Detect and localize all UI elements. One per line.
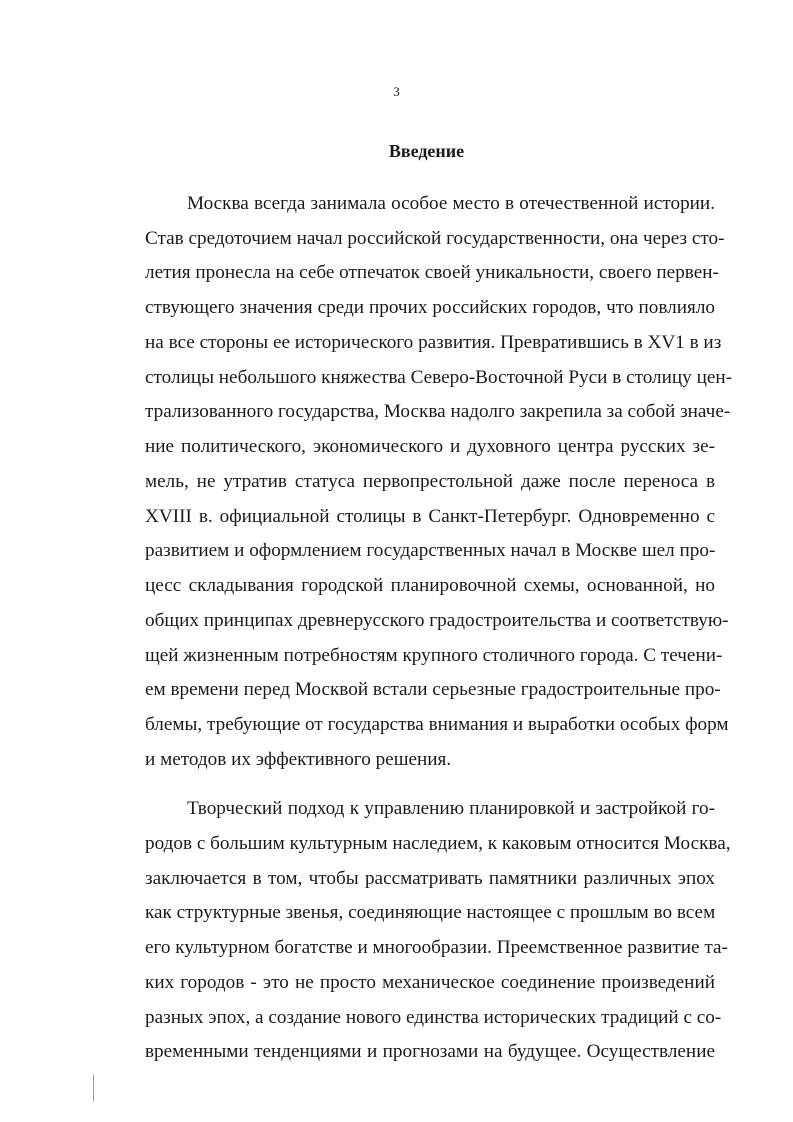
text-line: общих принципах древнерусского градостроительства и соответствую- (145, 610, 729, 631)
text-line: временными тенденциями и прогнозами на будущее. Осуществление (145, 1041, 715, 1062)
text-line: Москва всегда занимала особое место в отечественной истории. (187, 193, 715, 214)
text-line: его культурном богатстве и многообразии. Преемственное развитие та- (145, 937, 728, 958)
text-line: родов с большим культурным наследием, к каковым относится Москва, (145, 833, 731, 854)
text-line: XVIII в. официальной столицы в Санкт-Петербург. Одновременно с (145, 506, 715, 527)
page-heading: Введение (388, 141, 465, 161)
text-line: на все стороны ее исторического развития. Превратившись в XV1 в из (145, 332, 722, 353)
text-line: Став средоточием начал российской государственности, она через сто- (145, 228, 725, 249)
text-line: ем времени перед Москвой встали серьезные градостроительные про- (145, 679, 721, 700)
text-line: столицы небольшого княжества Северо-Восточной Руси в столицу цен- (145, 367, 733, 388)
text-line: Творческий подход к управлению планировкой и застройкой го- (187, 798, 715, 819)
text-line: как структурные звенья, соединяющие настоящее с прошлым во всем (145, 902, 716, 923)
scan-margin-mark (93, 1075, 94, 1101)
text-line: трализованного государства, Москва надолго закрепила за собой значе- (145, 401, 731, 422)
text-line: щей жизненным потребностям крупного столичного города. С течени- (145, 645, 723, 666)
text-line: ких городов - это не просто механическое соединение произведений (145, 972, 715, 993)
text-line: летия пронесла на себе отпечаток своей уникальности, своего первен- (145, 262, 719, 283)
text-line: разных эпох, а создание нового единства исторических традиций с со- (145, 1007, 722, 1028)
text-line: ствующего значения среди прочих российских городов, что повлияло (145, 297, 715, 318)
page-number: 3 (393, 84, 400, 99)
text-line: блемы, требующие от государства внимания и выработки особых форм (145, 714, 729, 735)
text-line: ние политического, экономического и духовного центра русских зе- (145, 436, 715, 457)
text-line: мель, не утратив статуса первопрестольной даже после переноса в (145, 471, 715, 492)
text-line: заключается в том, чтобы рассматривать памятники различных эпох (145, 868, 715, 889)
text-line: и методов их эффективного решения. (145, 749, 452, 770)
text-line: цесс складывания городской планировочной схемы, основанной, но (145, 575, 715, 596)
text-line: развитием и оформлением государственных начал в Москве шел про- (145, 540, 716, 561)
